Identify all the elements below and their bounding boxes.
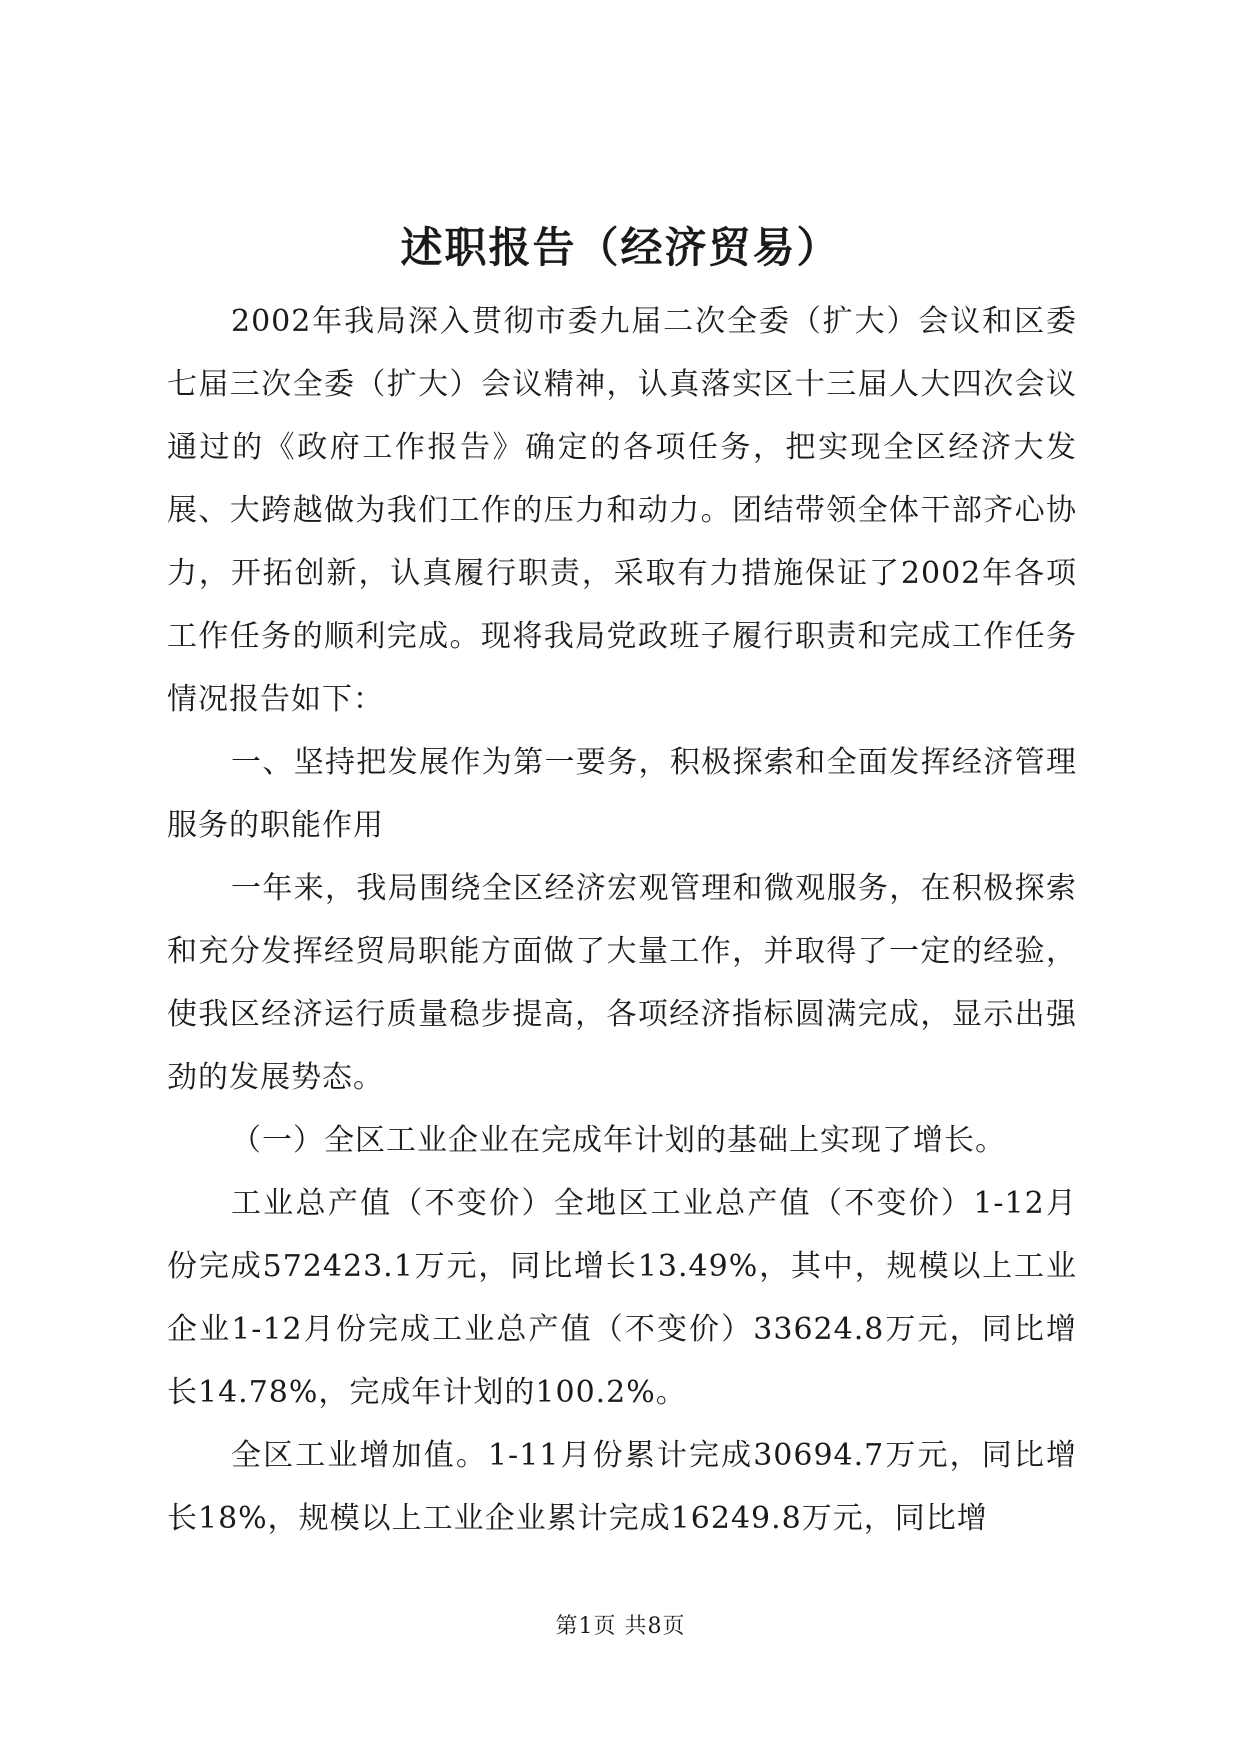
paragraph-intro: 2002年我局深入贯彻市委九届二次全委（扩大）会议和区委七届三次全委（扩大）会议精神，认真落实区十三届人大四次会议通过的《政府工作报告》确定的各项任务，把实现全区经济大发展、大跨越做为我们工作的压力和动力。团结带领全体干部齐心协力，开拓创新，认真履行职责，采取有力措施保证了2002年各项工作任务的顺利完成。现将我局党政班子履行职责和完成工作任务情况报告如下：: [167, 304, 1077, 717]
paragraph-industrial-added-value: 全区工业增加值。1-11月份累计完成30694.7万元，同比增长18%，规模以上工业企业累计完成16249.8万元，同比增: [167, 1438, 1077, 1536]
paragraph-overview: 一年来，我局围绕全区经济宏观管理和微观服务，在积极探索和充分发挥经贸局职能方面做了大量工作，并取得了一定的经验，使我区经济运行质量稳步提高，各项经济指标圆满完成，显示出强劲的发展势态。: [167, 871, 1077, 1095]
document-body: [167, 290, 1077, 1550]
document-title: 述职报告（经济贸易）: [400, 223, 841, 272]
section-heading-one: 一、坚持把发展作为第一要务，积极探索和全面发挥经济管理服务的职能作用: [167, 745, 1077, 843]
paragraph-industrial-output: 工业总产值（不变价）全地区工业总产值（不变价）1-12月份完成572423.1万元，同比增长13.49%，其中，规模以上工业企业1-12月份完成工业总产值（不变价）33624.8万元，同比增长14.78%，完成年计划的100.2%。: [167, 1186, 1077, 1410]
subsection-heading-one: （一）全区工业企业在完成年计划的基础上实现了增长。: [231, 1123, 1006, 1158]
page-indicator: 第1页 共8页: [555, 1614, 686, 1639]
page-footer: [0, 1612, 1241, 1642]
